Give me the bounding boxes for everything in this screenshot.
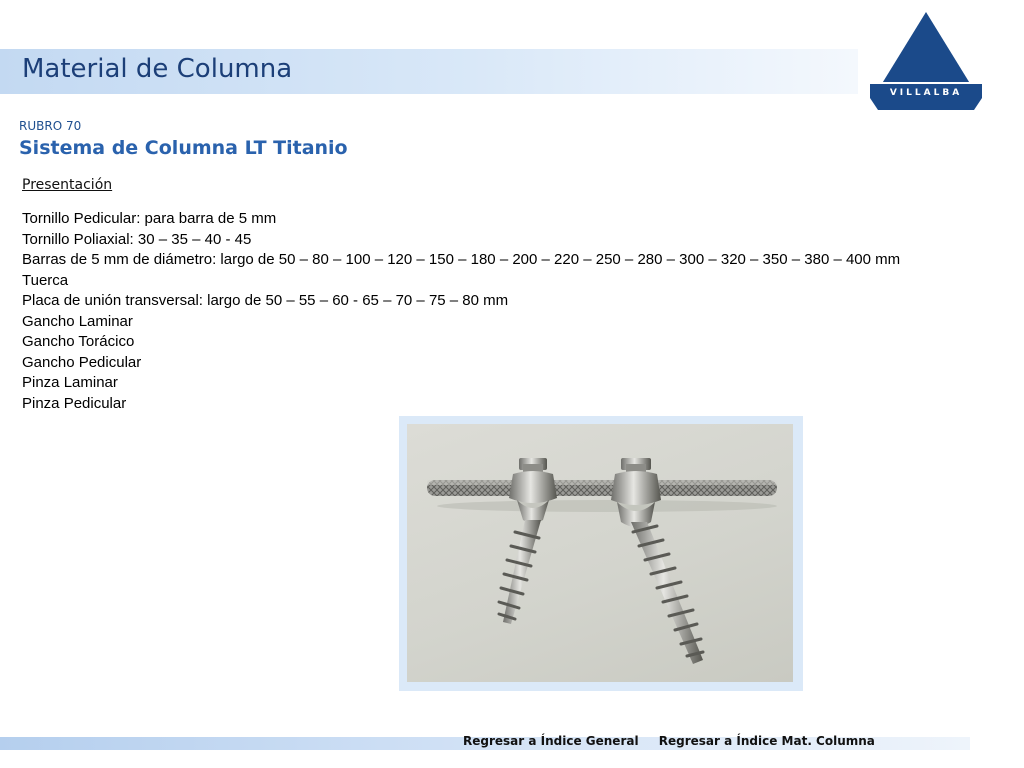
product-photo [407, 424, 793, 682]
list-item: Gancho Pedicular [22, 353, 142, 371]
rubro-label: RUBRO 70 [19, 119, 82, 133]
list-item: Placa de unión transversal: largo de 50 – 55 – 60 - 65 – 70 – 75 – 80 mm [22, 292, 509, 309]
list-item: Barras de 5 mm de diámetro: largo de 50 – 80 – 100 – 120 – 150 – 180 – 200 – 220 – 250 – 280 – 300 – 320 – 350 – 380 – 400 mm [22, 251, 901, 268]
system-title: Sistema de Columna LT Titanio [19, 137, 348, 159]
product-list [22, 209, 900, 414]
list-item: Pinza Laminar [22, 374, 118, 391]
list-item: Tornillo Poliaxial: 30 – 35 – 40 - 45 [22, 230, 252, 248]
logo-text: VILLALBA [889, 88, 963, 98]
footer-links [463, 734, 875, 748]
list-item: Gancho Torácico [22, 333, 135, 350]
villalba-logo [870, 10, 982, 112]
spine-screws-illustration [407, 424, 793, 682]
link-indice-general[interactable]: Regresar a Índice General [463, 734, 639, 748]
page-title: Material de Columna [22, 54, 293, 84]
logo-triangle [878, 12, 974, 90]
product-photo-frame [399, 416, 803, 691]
list-item: Gancho Laminar [22, 312, 133, 330]
list-item: Pinza Pedicular [22, 394, 127, 412]
list-item: Tuerca [22, 271, 69, 289]
presentacion-heading: Presentación [22, 177, 113, 193]
link-indice-columna[interactable]: Regresar a Índice Mat. Columna [658, 734, 875, 748]
list-item: Tornillo Pedicular: para barra de 5 mm [22, 210, 277, 227]
